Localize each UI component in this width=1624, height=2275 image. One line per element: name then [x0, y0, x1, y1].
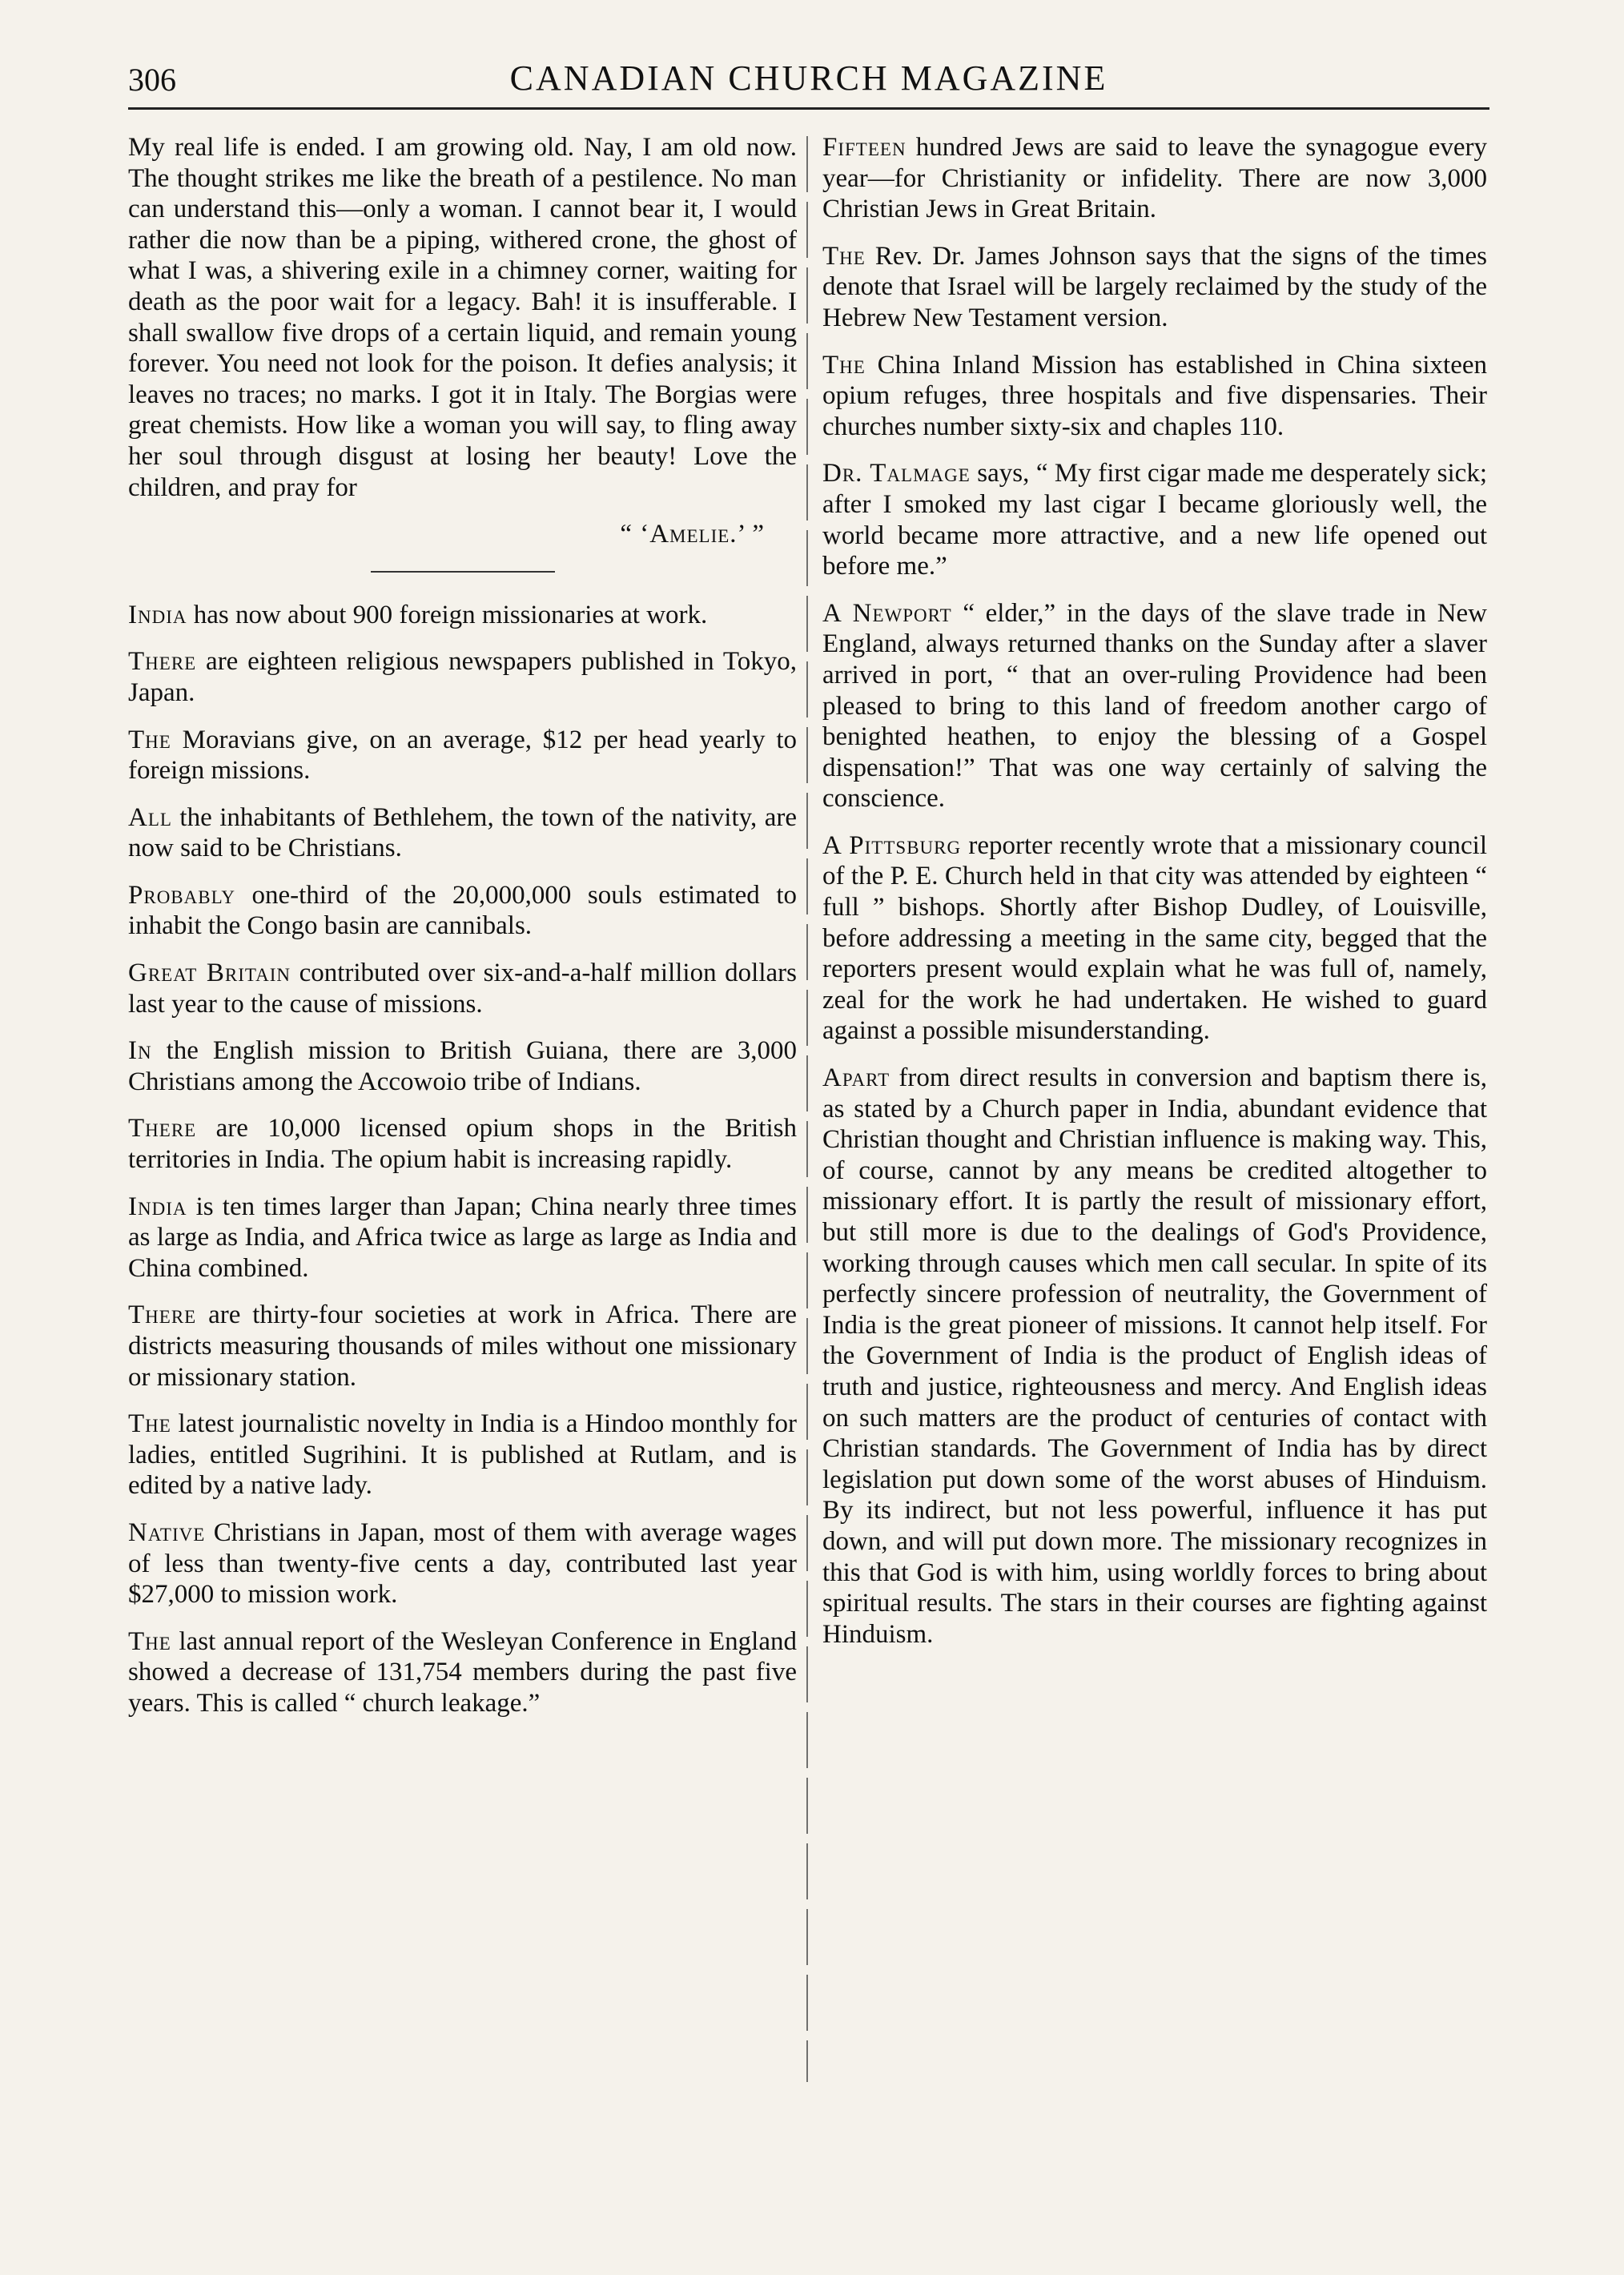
column-divider — [806, 136, 808, 2082]
news-item — [128, 1626, 797, 1719]
news-item — [822, 1063, 1487, 1650]
news-item — [822, 830, 1487, 1047]
news-item — [128, 1409, 797, 1501]
news-item — [822, 458, 1487, 581]
news-item-text: says, “ My first cigar made me desperately sick; after I smoked my last cigar I became gloriously well, the world became more attractive, and a new life opened out before me.” — [822, 459, 1487, 581]
news-item-text: “ elder,” in the days of the slave trade in New England, always returned thanks on the Sunday after a slaver arrived in port, “ that an over-ruling Providence had been pleased to bring to this land of freedom another cargo of benighted heathen, to enjoy the blessing of a Gospel dispensation!” That was one way certainly of salving the conscience. — [822, 598, 1488, 814]
section-separator — [371, 571, 555, 573]
news-item-text: last annual report of the Wesleyan Conference in England showed a decrease of 131,754 members during the past five years. This is called “ church leakage.” — [128, 1626, 797, 1718]
news-item-text: contributed over six-and-a-half million dollars last year to the cause of missions. — [128, 959, 797, 1019]
news-item — [822, 132, 1487, 225]
news-item-lead: Apart — [822, 1063, 890, 1093]
news-item-text: the English mission to British Guiana, there are 3,000 Christians among the Accowoio tribe of Indians. — [128, 1036, 797, 1096]
news-item — [128, 600, 797, 631]
page-header — [128, 50, 1489, 106]
left-news-items — [128, 600, 797, 1719]
news-item — [128, 646, 797, 708]
right-news-items — [822, 132, 1487, 1650]
news-item-text: are thirty-four societies at work in Africa. There are districts measuring thousands of miles without one missionary or missionary station. — [128, 1300, 797, 1392]
news-item-text: latest journalistic novelty in India is a Hindoo monthly for ladies, entitled Sugrihini. It is published at Rutlam, and is edited by a native lady. — [128, 1409, 797, 1501]
news-item-lead: The — [822, 350, 866, 380]
news-item-lead: Great Britain — [128, 959, 291, 988]
news-item-lead: Fifteen — [822, 133, 906, 162]
news-item — [822, 598, 1487, 814]
news-item-lead: There — [128, 1300, 197, 1330]
news-item-text: is ten times larger than Japan; China nearly three times as large as India, and Africa twice as large as large as India and China combined. — [128, 1192, 797, 1283]
news-item-text: the inhabitants of Bethlehem, the town of the nativity, are now said to be Christians. — [128, 802, 797, 863]
right-column — [822, 132, 1487, 1666]
news-item-text: from direct results in conversion and baptism there is, as stated by a Church paper in India, abundant evidence that Christian thought and Christian influence is making way. This, of course, cannot by any means be credited altogether to missionary effort. It is partly the result of missionary effort, but still more is due to the dealings of God's Providence, working through causes which men call secular. In spite of its perfectly sincere profession of neutrality, the Government of India is the great pioneer of missions. It cannot help itself. For the Government of India is the product of English ideas of truth and justice, righteousness and mercy. And English ideas on such matters are the product of centuries of contact with Christian standards. The Government of India has by direct legislation put down some of the worst abuses of Hinduism. By its indirect, but not less powerful, influence it has put down, and will put down more. The missionary recognizes in this that God is with him, using worldly forces to bring about spiritual results. The stars in their courses are fighting against Hinduism. — [822, 1063, 1487, 1649]
news-item-text: has now about 900 foreign missionaries at work. — [187, 600, 708, 629]
news-item-text: hundred Jews are said to leave the synagogue every year—for Christianity or infidelity. There are now 3,000 Christian Jews in Great Britain. — [822, 133, 1487, 224]
news-item — [128, 880, 797, 942]
news-item-lead: In — [128, 1036, 152, 1066]
news-item — [128, 802, 797, 864]
news-item — [128, 1035, 797, 1097]
news-item-lead: Probably — [128, 880, 235, 910]
news-item-text: Moravians give, on an average, $12 per head yearly to foreign missions. — [128, 725, 797, 786]
news-item-text: are eighteen religious newspapers published in Tokyo, Japan. — [128, 647, 797, 707]
left-column — [128, 132, 797, 1735]
news-item-lead: Native — [128, 1517, 206, 1547]
letter-body: My real life is ended. I am growing old. Nay, I am old now. The thought strikes me like the breath of a pestilence. No man can understand this—only a woman. I cannot bear it, I would rather die now than be a piping, withered crone, the ghost of what I was, a shivering exile in a chimney corner, waiting for death as the poor wait for a legacy. Bah! it is insufferable. I shall swallow five drops of a certain liquid, and remain young forever. You need not look for the poison. It defies analysis; it leaves no traces; no marks. I got it in Italy. The Borgias were great chemists. How like a woman you will say, to fling away her soul through disgust at losing her beauty! Love the children, and pray for — [128, 133, 797, 502]
news-item-text: Rev. Dr. James Johnson says that the signs of the times denote that Israel will be largely reclaimed by the study of the Hebrew New Testament version. — [822, 241, 1487, 332]
news-item-lead: All — [128, 802, 172, 832]
news-item-text: are 10,000 licensed opium shops in the British territories in India. The opium habit is increasing rapidly. — [128, 1114, 797, 1175]
news-item — [128, 958, 797, 1019]
news-item — [822, 350, 1487, 443]
news-item-lead: India — [128, 600, 187, 629]
news-item-lead: The — [128, 1409, 171, 1439]
news-item-lead: India — [128, 1192, 187, 1221]
news-item-lead: The — [822, 241, 866, 271]
news-item — [128, 1517, 797, 1610]
news-item-lead: There — [128, 1114, 197, 1144]
news-item — [128, 1113, 797, 1175]
news-item-text: reporter recently wrote that a missionary council of the P. E. Church held in that city was attended by eighteen “ full ” bishops. Shortly after Bishop Dudley, of Louisville, before addressing a meeting in the same city, begged that the reporters present would explain what he was full of, namely, zeal for the work he had undertaken. He wished to guard against a possible misunderstanding. — [822, 830, 1487, 1046]
news-item-text: one-third of the 20,000,000 souls estimated to inhabit the Congo basin are cannibals. — [128, 880, 797, 941]
news-item — [128, 1192, 797, 1284]
news-item-lead: The — [128, 1626, 171, 1656]
news-item — [822, 241, 1487, 334]
news-item-lead: A Newport — [822, 598, 952, 628]
news-item-lead: A Pittsburg — [822, 830, 962, 860]
magazine-title: CANADIAN CHURCH MAGAZINE — [509, 58, 1108, 98]
news-item-text: Christians in Japan, most of them with average wages of less than twenty-five cents a day, contributed last year $27,000 to mission work. — [128, 1517, 797, 1610]
news-item — [128, 1300, 797, 1393]
header-rule — [128, 107, 1489, 110]
page-number: 306 — [128, 62, 176, 98]
news-item-lead: There — [128, 647, 197, 677]
news-item-lead: Dr. Talmage — [822, 459, 971, 488]
news-item-text: China Inland Mission has established in China sixteen opium refuges, three hospitals and five dispensaries. Their churches number sixty-six and chaples 110. — [822, 350, 1487, 441]
news-item-lead: The — [128, 725, 171, 754]
letter-signature: “ ‘Amelie.’ ” — [620, 520, 765, 549]
news-item — [128, 725, 797, 786]
